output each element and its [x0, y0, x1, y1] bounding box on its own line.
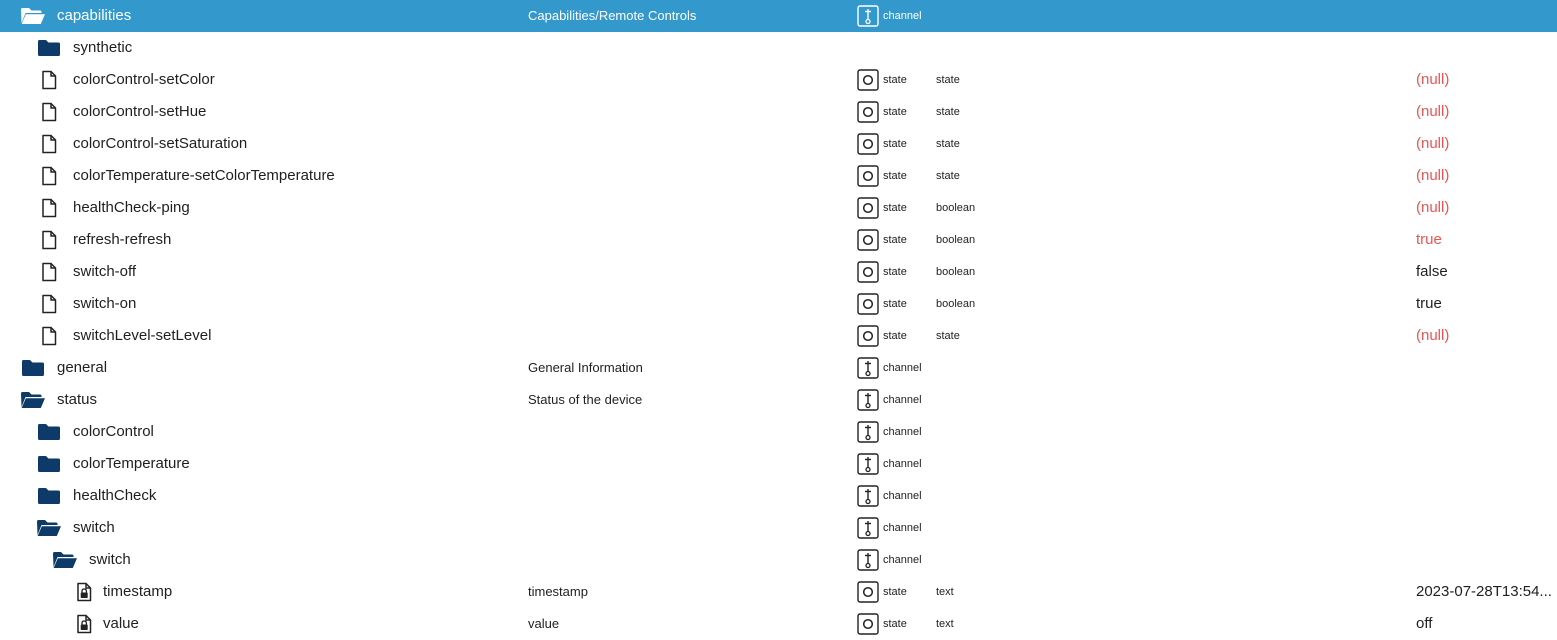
folder-open-icon[interactable]	[20, 384, 46, 416]
file-lock-icon	[75, 608, 93, 640]
tree-item-name: value	[103, 615, 139, 632]
object-type-label: channel	[883, 10, 922, 22]
object-type-label: state	[883, 74, 907, 86]
state-icon	[857, 69, 879, 91]
state-icon	[857, 325, 879, 347]
channel-icon	[857, 357, 879, 379]
state-role-label: boolean	[936, 266, 976, 278]
state-icon	[857, 133, 879, 155]
folder-open-icon[interactable]	[36, 512, 62, 544]
description-text: timestamp	[528, 584, 588, 599]
state-icon	[857, 229, 879, 251]
state-value[interactable]: (null)	[1416, 135, 1450, 152]
folder-icon[interactable]	[36, 416, 62, 448]
object-type-label: channel	[883, 554, 922, 566]
state-icon	[857, 197, 879, 219]
state-value[interactable]: (null)	[1416, 327, 1450, 344]
tree-row[interactable]	[0, 288, 1557, 320]
object-type-label: state	[883, 106, 907, 118]
description-text: value	[528, 616, 560, 631]
channel-icon	[857, 421, 879, 443]
file-icon	[36, 320, 62, 352]
folder-icon[interactable]	[20, 352, 46, 384]
channel-icon	[857, 485, 879, 507]
tree-item-name: switch-on	[73, 295, 137, 312]
state-role-label: state	[936, 138, 960, 150]
tree-row[interactable]	[0, 128, 1557, 160]
state-role-label: state	[936, 74, 960, 86]
object-type-label: channel	[883, 362, 922, 374]
state-value[interactable]: true	[1416, 295, 1442, 312]
tree-item-name: colorControl-setColor	[73, 71, 215, 88]
file-lock-icon	[75, 576, 93, 608]
tree-row[interactable]	[0, 384, 1557, 416]
state-value[interactable]: (null)	[1416, 103, 1450, 120]
tree-item-name: switch-off	[73, 263, 137, 280]
tree-row[interactable]	[0, 0, 1557, 32]
tree-row[interactable]	[0, 480, 1557, 512]
state-icon	[857, 581, 879, 603]
state-value[interactable]: off	[1416, 615, 1433, 632]
tree-row[interactable]	[0, 192, 1557, 224]
tree-item-name: switchLevel-setLevel	[73, 327, 212, 344]
tree-row[interactable]	[0, 448, 1557, 480]
tree-row[interactable]	[0, 224, 1557, 256]
tree-item-name: capabilities	[57, 7, 132, 24]
object-type-label: state	[883, 330, 907, 342]
object-type-label: channel	[883, 490, 922, 502]
state-role-label: text	[936, 618, 954, 630]
tree-item-name: colorControl-setSaturation	[73, 135, 248, 152]
state-role-label: state	[936, 170, 960, 182]
tree-row[interactable]	[0, 256, 1557, 288]
object-type-label: state	[883, 298, 907, 310]
file-icon	[36, 128, 62, 160]
object-type-label: state	[883, 266, 907, 278]
object-type-label: channel	[883, 458, 922, 470]
tree-row[interactable]	[0, 160, 1557, 192]
folder-open-icon[interactable]	[52, 544, 78, 576]
channel-icon	[857, 549, 879, 571]
tree-item-name: switch	[73, 519, 115, 536]
tree-item-name: colorTemperature	[73, 455, 190, 472]
folder-icon[interactable]	[36, 480, 62, 512]
file-icon	[36, 96, 62, 128]
channel-icon	[857, 389, 879, 411]
tree-row[interactable]	[0, 576, 1557, 608]
state-icon	[857, 165, 879, 187]
state-role-label: boolean	[936, 298, 976, 310]
folder-open-icon[interactable]	[20, 0, 46, 32]
state-value[interactable]: 2023-07-28T13:54...	[1416, 583, 1552, 600]
object-type-label: channel	[883, 394, 922, 406]
description-text: General Information	[528, 360, 643, 375]
tree-item-name: synthetic	[73, 39, 133, 56]
state-icon	[857, 101, 879, 123]
object-type-label: channel	[883, 522, 922, 534]
folder-icon[interactable]	[36, 448, 62, 480]
tree-row[interactable]	[0, 544, 1557, 576]
state-role-label: boolean	[936, 234, 976, 246]
object-type-label: state	[883, 586, 907, 598]
tree-item-name: colorTemperature-setColorTemperature	[73, 167, 335, 184]
tree-item-name: refresh-refresh	[73, 231, 172, 248]
object-type-label: state	[883, 202, 907, 214]
state-value[interactable]: false	[1416, 263, 1448, 280]
state-role-label: state	[936, 106, 960, 118]
channel-icon	[857, 5, 879, 27]
state-role-label: boolean	[936, 202, 976, 214]
state-value[interactable]: true	[1416, 231, 1442, 248]
state-icon	[857, 613, 879, 635]
tree-item-name: healthCheck	[73, 487, 157, 504]
file-icon	[36, 224, 62, 256]
file-icon	[36, 64, 62, 96]
file-icon	[36, 160, 62, 192]
tree-row[interactable]	[0, 416, 1557, 448]
object-type-label: state	[883, 618, 907, 630]
state-value[interactable]: (null)	[1416, 199, 1450, 216]
state-icon	[857, 261, 879, 283]
state-value[interactable]: (null)	[1416, 71, 1450, 88]
state-role-label: state	[936, 330, 960, 342]
channel-icon	[857, 453, 879, 475]
state-icon	[857, 293, 879, 315]
tree-item-name: switch	[89, 551, 131, 568]
state-role-label: text	[936, 586, 954, 598]
tree-row[interactable]	[0, 512, 1557, 544]
tree-row[interactable]	[0, 608, 1557, 640]
file-icon	[36, 288, 62, 320]
file-icon	[36, 192, 62, 224]
object-type-label: state	[883, 138, 907, 150]
tree-row[interactable]	[0, 320, 1557, 352]
description-text: Status of the device	[528, 392, 643, 407]
object-type-label: state	[883, 234, 907, 246]
file-icon	[36, 256, 62, 288]
description-text: Capabilities/Remote Controls	[528, 8, 697, 23]
tree-row[interactable]	[0, 64, 1557, 96]
tree-row[interactable]	[0, 96, 1557, 128]
tree-row[interactable]	[0, 32, 1557, 64]
object-type-label: channel	[883, 426, 922, 438]
folder-icon[interactable]	[36, 32, 62, 64]
tree-item-name: timestamp	[103, 583, 173, 600]
state-value[interactable]: (null)	[1416, 167, 1450, 184]
tree-item-name: general	[57, 359, 108, 376]
tree-item-name: healthCheck-ping	[73, 199, 190, 216]
tree-item-name: status	[57, 391, 98, 408]
tree-row[interactable]	[0, 352, 1557, 384]
object-type-label: state	[883, 170, 907, 182]
tree-item-name: colorControl-setHue	[73, 103, 207, 120]
tree-item-name: colorControl	[73, 423, 154, 440]
channel-icon	[857, 517, 879, 539]
